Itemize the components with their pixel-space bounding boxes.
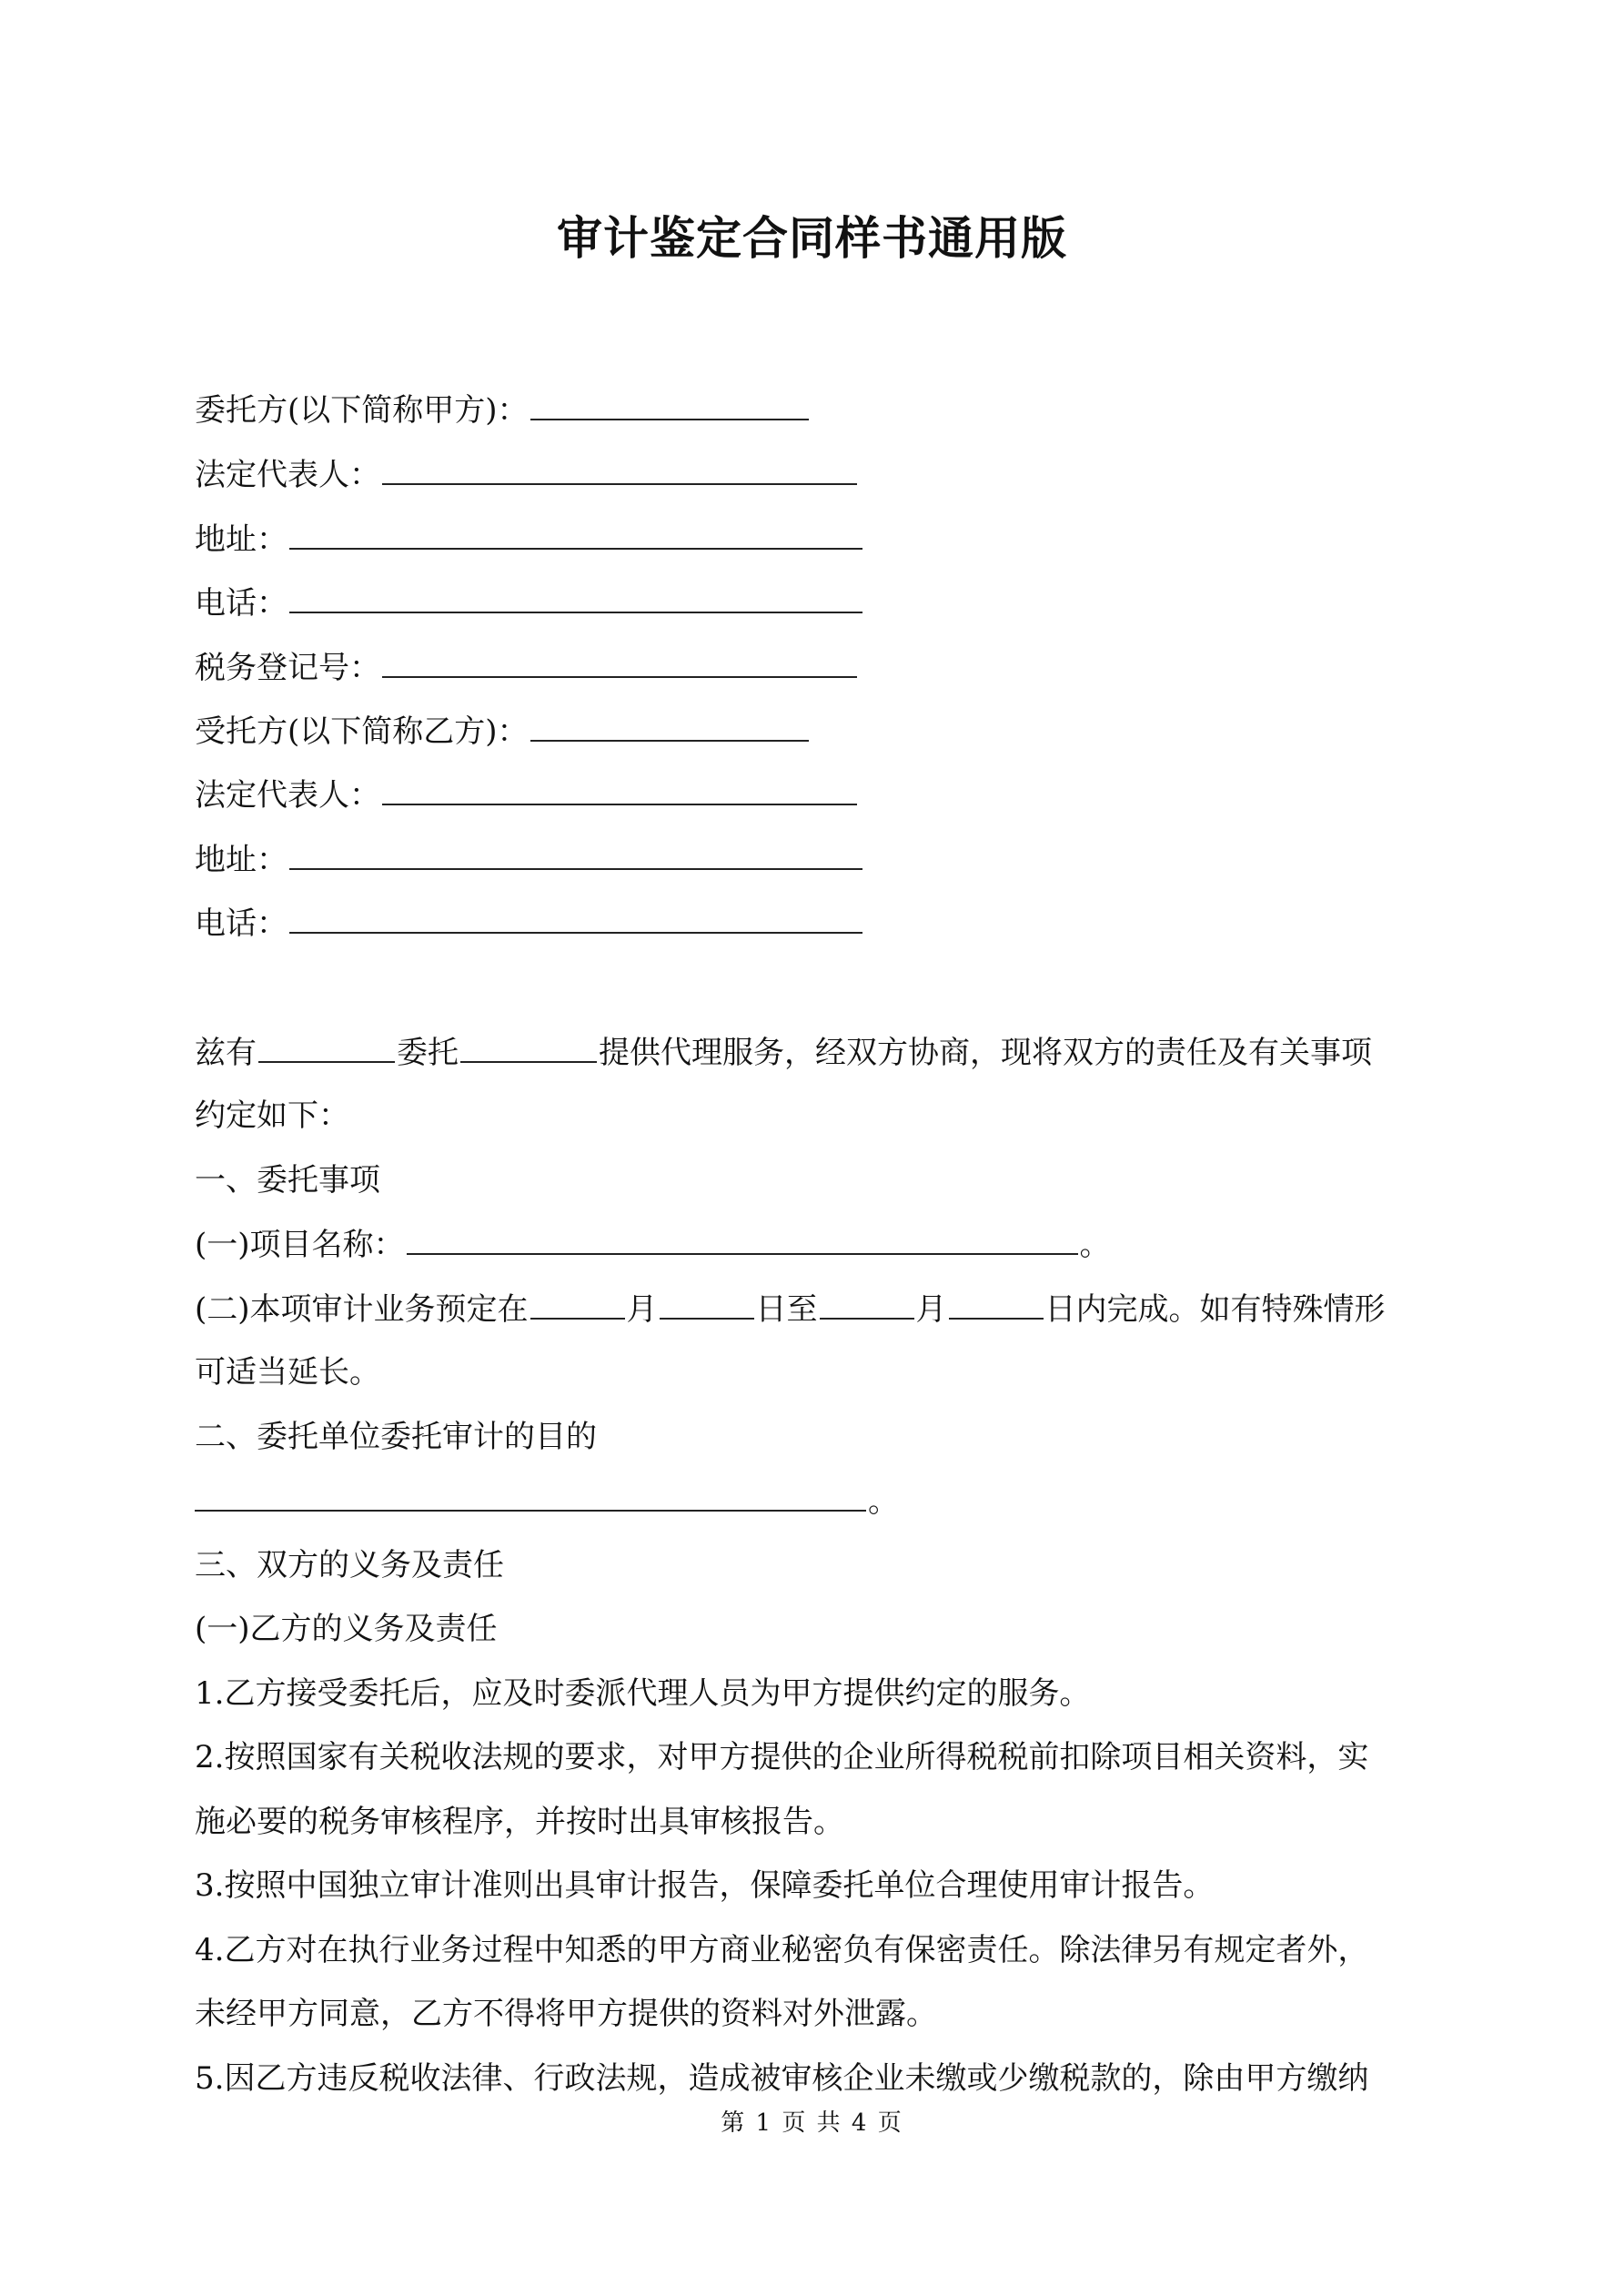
client-label: 委托方(以下简称甲方)： [195, 392, 529, 429]
project-name-label: (一)项目名称： [195, 1227, 405, 1263]
client-address-blank[interactable] [289, 515, 862, 550]
agent-phone-blank[interactable] [289, 899, 862, 934]
intro-text-2: 委托 [397, 1035, 459, 1071]
agent-blank[interactable] [530, 707, 809, 742]
period: 。 [868, 1483, 899, 1520]
section1-item1 [195, 1220, 1111, 1268]
client-address-label: 地址： [195, 521, 287, 558]
agent-rep-blank[interactable] [382, 771, 857, 805]
section3-heading: 三、双方的义务及责任 [195, 1547, 504, 1583]
intro-blank-1[interactable] [258, 1028, 395, 1063]
schedule-text-2: 日内完成。如有特殊情形 [1044, 1291, 1386, 1328]
section3-item4b: 未经甲方同意，乙方不得将甲方提供的资料对外泄露。 [195, 1996, 937, 2032]
intro-blank-2[interactable] [460, 1028, 597, 1063]
section3-item4a: 4.乙方对在执行业务过程中知悉的甲方商业秘密负有保密责任。除法律另有规定者外， [195, 1932, 1369, 1968]
agent-address-label: 地址： [195, 842, 287, 878]
client-rep-blank[interactable] [382, 450, 857, 485]
agent-phone-label: 电话： [195, 905, 287, 942]
client-phone-field [195, 579, 864, 626]
agent-address-field [195, 835, 864, 883]
client-field [195, 386, 811, 433]
month-text-1: 月 [626, 1291, 658, 1328]
client-blank[interactable] [530, 386, 809, 420]
end-day-blank[interactable] [949, 1285, 1044, 1320]
section1-item2 [195, 1285, 1386, 1332]
intro-text-3: 提供代理服务，经双方协商，现将双方的责任及有关事项 [599, 1035, 1372, 1071]
period: 。 [1079, 1227, 1111, 1263]
client-phone-blank[interactable] [289, 579, 862, 613]
section3-item2b: 施必要的税务审核程序，并按时出具审核报告。 [195, 1804, 844, 1840]
client-address-field [195, 515, 864, 562]
section3-sub1: (一)乙方的义务及责任 [195, 1611, 498, 1647]
client-phone-label: 电话： [195, 585, 287, 622]
month-text-2: 月 [915, 1291, 947, 1328]
section3-item5a: 5.因乙方违反税收法律、行政法规，造成被审核企业未缴或少缴税款的，除由甲方缴纳 [195, 2060, 1369, 2097]
agent-rep-field [195, 771, 859, 818]
intro-line-1 [195, 1028, 1372, 1076]
agent-label: 受托方(以下简称乙方)： [195, 713, 529, 750]
intro-line-2: 约定如下： [195, 1097, 349, 1134]
agent-phone-field [195, 899, 864, 946]
client-tax-blank[interactable] [382, 643, 857, 678]
client-tax-label: 税务登记号： [195, 650, 380, 686]
section1-item2-cont: 可适当延长。 [195, 1354, 380, 1391]
agent-address-blank[interactable] [289, 835, 862, 870]
client-rep-label: 法定代表人： [195, 457, 380, 493]
client-tax-field [195, 643, 859, 691]
purpose-blank[interactable] [195, 1477, 866, 1512]
page-footer: 第 1 页 共 4 页 [721, 2109, 903, 2137]
start-day-blank[interactable] [660, 1285, 754, 1320]
start-month-blank[interactable] [530, 1285, 625, 1320]
project-name-blank[interactable] [407, 1220, 1078, 1255]
intro-text-1: 兹有 [195, 1035, 257, 1071]
end-month-blank[interactable] [820, 1285, 914, 1320]
agent-rep-label: 法定代表人： [195, 777, 380, 814]
day-to-text: 日至 [755, 1291, 818, 1328]
section3-item2a: 2.按照国家有关税收法规的要求，对甲方提供的企业所得税税前扣除项目相关资料，实 [195, 1739, 1369, 1775]
section3-item1: 1.乙方接受委托后，应及时委派代理人员为甲方提供约定的服务。 [195, 1675, 1091, 1712]
section3-item3: 3.按照中国独立审计准则出具审计报告，保障委托单位合理使用审计报告。 [195, 1867, 1215, 1904]
schedule-text-1: (二)本项审计业务预定在 [195, 1291, 529, 1328]
agent-field [195, 707, 811, 754]
section2-heading: 二、委托单位委托审计的目的 [195, 1419, 597, 1455]
section1-heading: 一、委托事项 [195, 1162, 380, 1199]
section2-purpose [195, 1477, 899, 1524]
client-rep-field [195, 450, 859, 498]
document-title: 审计鉴定合同样书通用版 [557, 212, 1067, 265]
